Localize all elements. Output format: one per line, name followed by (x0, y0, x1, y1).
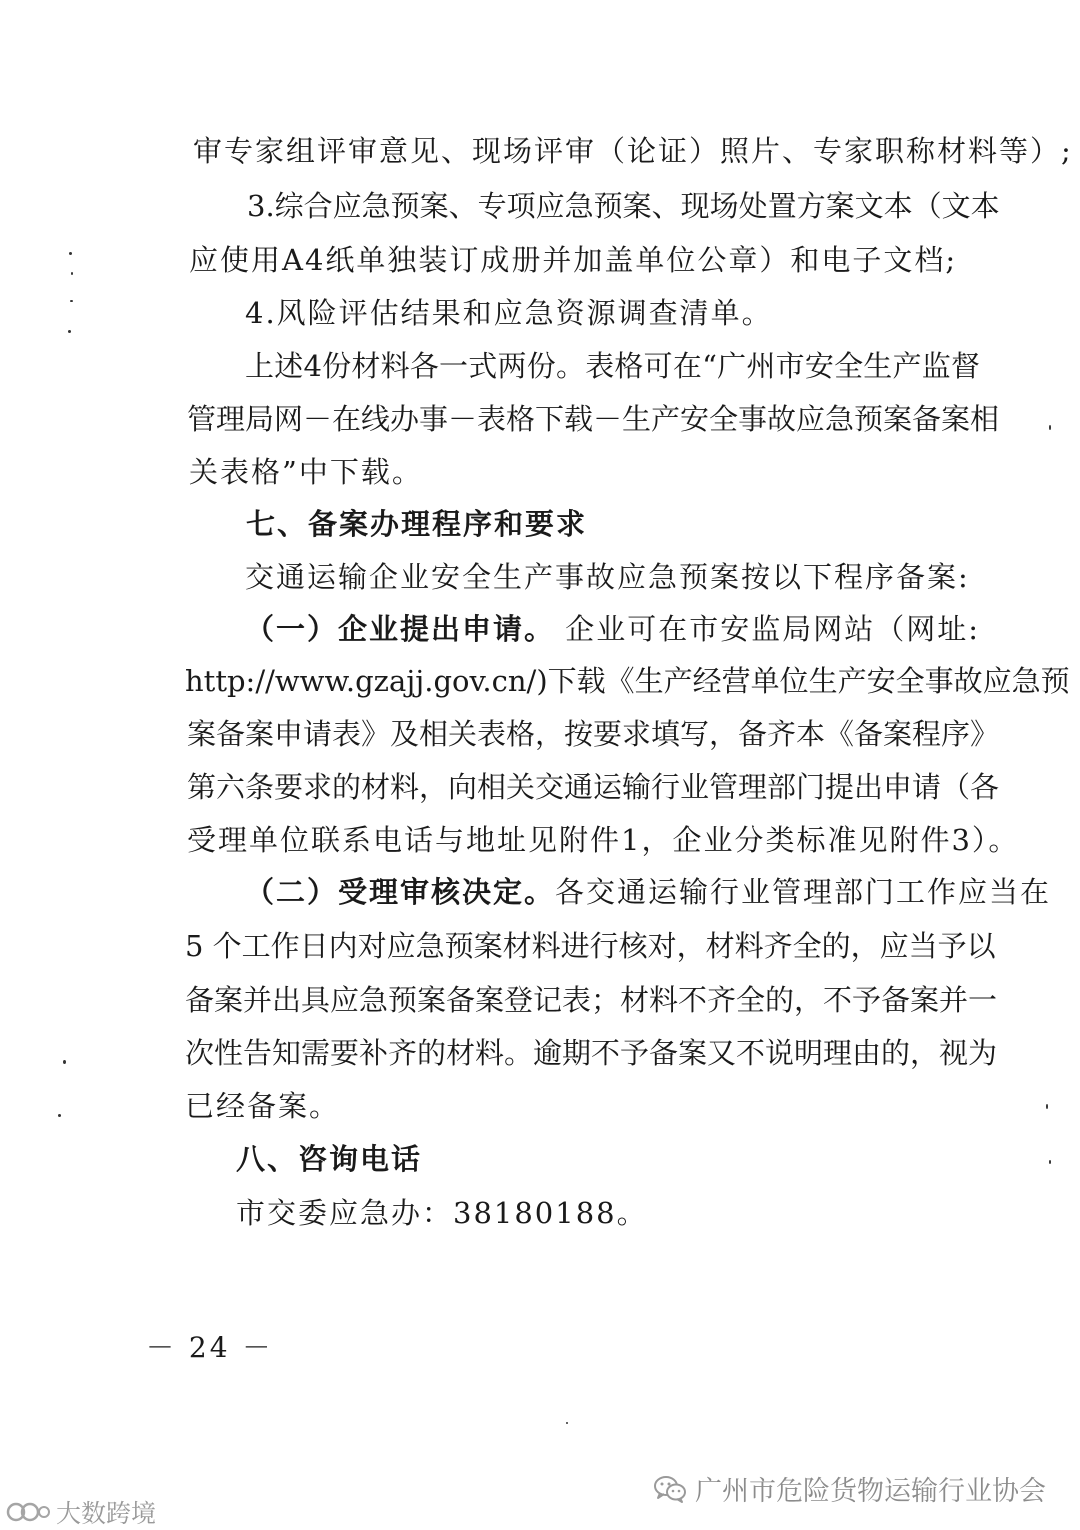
scan-speck (1049, 425, 1051, 430)
text-line-17: 备案并出具应急预案备案登记表；材料不齐全的，不予备案并一 (185, 983, 998, 1017)
scan-speck (69, 252, 72, 255)
text-line-7: 关表格”中下载。 (189, 455, 423, 489)
text-line-4: 4.风险评估结果和应急资源调查清单。 (245, 296, 773, 330)
paragraph-lead-1 (245, 609, 980, 649)
text-line-16: 5 个工作日内对应急预案材料进行核对，材料齐全的，应当予以 (185, 929, 996, 963)
scan-speck (71, 272, 73, 275)
text-line-5: 上述4份材料各一式两份。表格可在“广州市安全生产监督 (245, 349, 980, 383)
text-line-1: 审专家组评审意见、现场评审（论证）照片、专家职称材料等）; (193, 134, 1073, 168)
text-line-10: 企业可在市安监局网站（网址: (565, 612, 980, 646)
scan-speck (566, 1422, 568, 1424)
page-number: － 24 － (146, 1331, 274, 1364)
paragraph-lead-2 (245, 872, 1052, 912)
url-line: http://www.gzajj.gov.cn/)下载《生产经营单位生产安全事故应急预 (185, 664, 1070, 698)
section-heading-7: 七、备案办理程序和要求 (246, 507, 588, 541)
bold-lead-2: （二）受理审核决定。 (245, 875, 556, 909)
text-line-14: 受理单位联系电话与地址见附件1，企业分类标准见附件3）。 (187, 823, 1020, 857)
text-line-9: 交通运输企业安全生产事故应急预案按以下程序备案: (245, 560, 970, 594)
watermark-account (653, 1469, 1046, 1508)
wechat-icon (653, 1474, 687, 1504)
section-heading-8: 八、咨询电话 (236, 1142, 423, 1176)
scan-speck (70, 300, 73, 302)
scan-speck (1046, 1104, 1048, 1109)
text-line-19: 已经备案。 (185, 1089, 341, 1123)
watermark-brand (6, 1494, 156, 1530)
bold-lead-1: （一）企业提出申请。 (245, 612, 556, 646)
scan-speck (68, 330, 71, 333)
brand-logo-icon (6, 1500, 50, 1524)
scan-speck (1049, 1160, 1051, 1164)
text-line-2: 3.综合应急预案、专项应急预案、现场处置方案文本（文本 (247, 189, 1000, 223)
text-line-6: 管理局网－在线办事－表格下载－生产安全事故应急预案备案相 (187, 402, 1000, 436)
text-line-12: 案备案申请表》及相关表格，按要求填写，备齐本《备案程序》 (187, 717, 1000, 751)
contact-line: 市交委应急办：38180188。 (236, 1196, 648, 1230)
text-line-3: 应使用A4纸单独装订成册并加盖单位公章）和电子文档; (189, 243, 958, 277)
text-line-13: 第六条要求的材料，向相关交通运输行业管理部门提出申请（各 (187, 770, 1000, 804)
watermark-brand-name: 大数跨境 (56, 1499, 157, 1528)
text-line-15: 各交通运输行业管理部门工作应当在 (555, 875, 1052, 909)
scan-speck (63, 1060, 66, 1064)
scan-speck (58, 1114, 61, 1117)
text-line-18: 次性告知需要补齐的材料。逾期不予备案又不说明理由的，视为 (185, 1036, 998, 1070)
watermark-account-name: 广州市危险货物运输行业协会 (695, 1476, 1046, 1507)
